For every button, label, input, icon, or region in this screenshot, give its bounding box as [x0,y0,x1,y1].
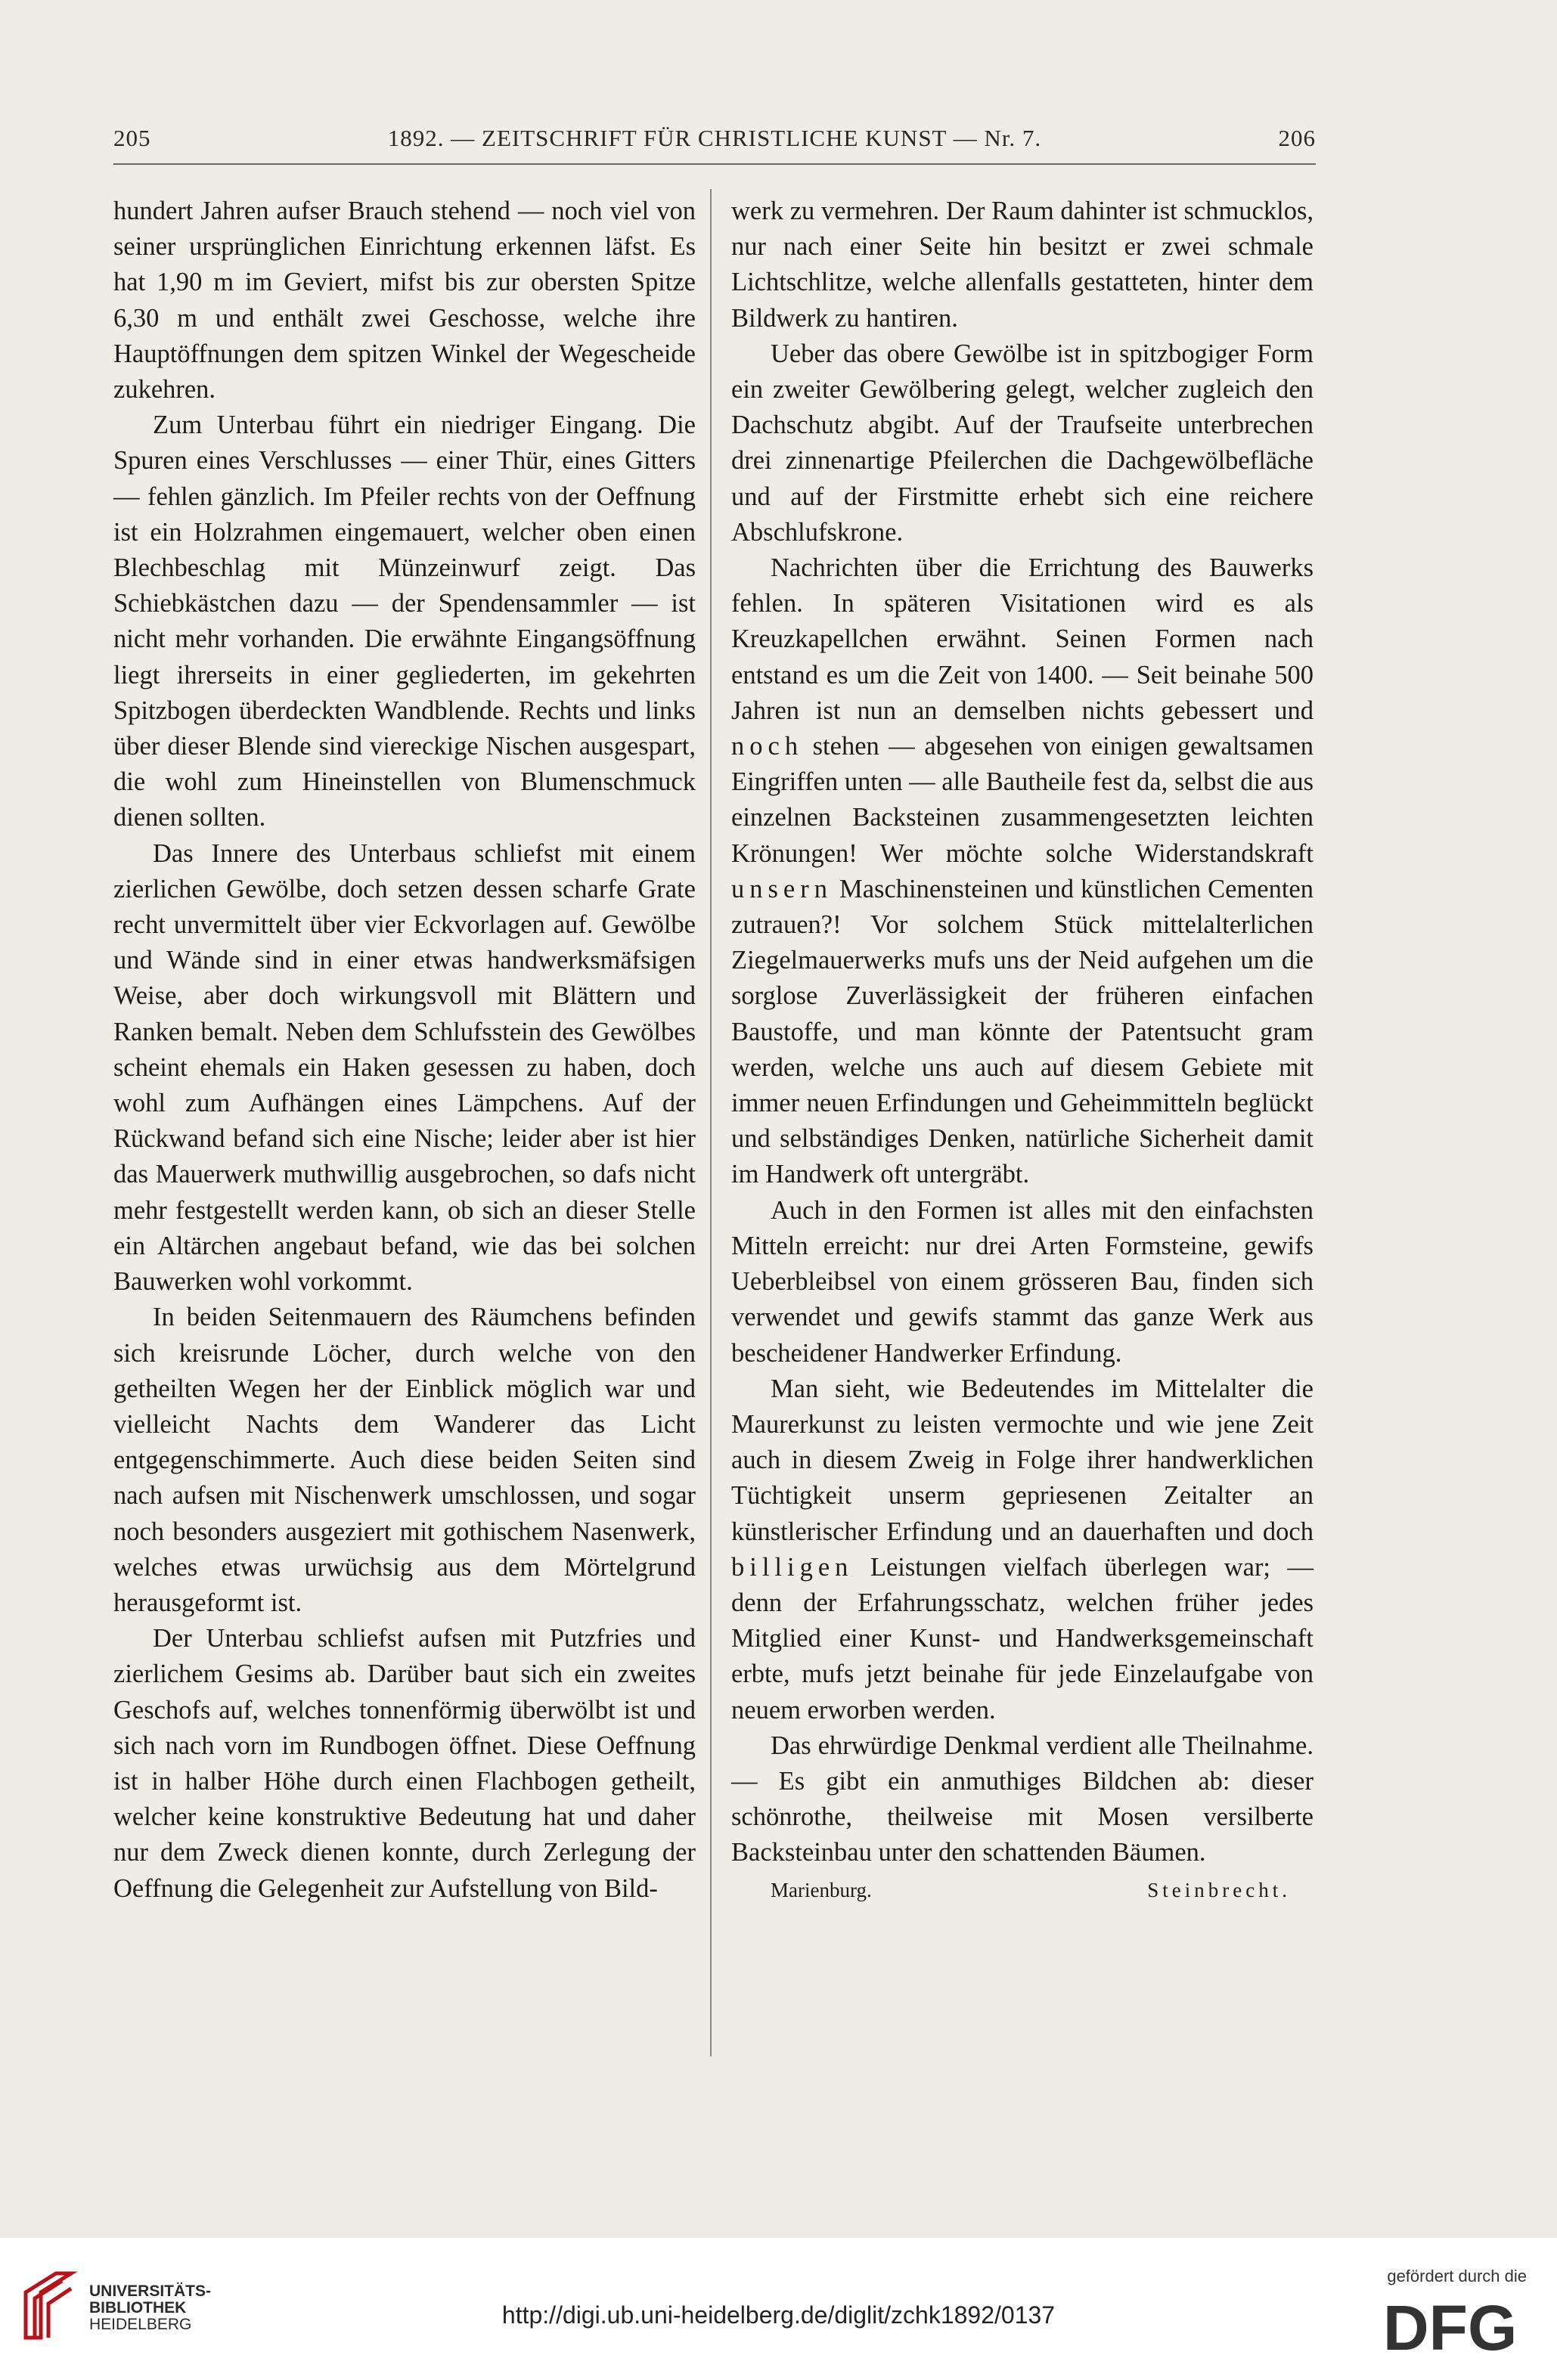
paragraph: Zum Unterbau führt ein niedriger Eingang. Die Spuren eines Verschlusses — einer Thür, eines Gitters — fehlen gänzlich. Im Pfeiler rechts von der Oeffnung ist ein Holzrahmen eingemauert, welcher oben einen Blechbeschlag mit Münzeinwurf zeigt. Das Schiebkästchen dazu — der Spendensammler — ist nicht mehr vorhanden. Die erwähnte Eingangsöffnung liegt ihrerseits in einer gegliederten, im gekehrten Spitzbogen überdeckten Wandblende. Rechts und links über dieser Blende sind viereckige Nischen ausgespart, die wohl zum Hineinstellen von Blumenschmuck dienen sollten. [113,411,696,832]
library-name-line: HEIDELBERG [89,2316,192,2333]
signature-author: Steinbrecht. [1147,1878,1291,1901]
text-run: Maschinensteinen und künstlichen Cementen zutrauen?! Vor solchem Stück mittelalterlichen Ziegelmauerwerks mufs uns der Neid aufgehen um die sorglose Zuverlässigkeit der früheren einfachen Baustoffe, und man könnte der Patentsucht gram werden, welche uns auch auf diesem Gebiete mit immer neuen Erfindungen und Geheimmitteln beglückt und selbständiges Denken, natürliche Sicherheit damit im Handwerk oft untergräbt. [731,874,1314,1189]
library-name-line: UNIVERSITÄTS- [89,2282,212,2300]
page-number-left: 205 [113,125,151,151]
paragraph [731,550,1314,1193]
signature-place: Marienburg. [771,1878,872,1901]
running-header [113,125,1316,163]
page-number-right: 206 [1278,125,1316,151]
paragraph: In beiden Seitenmauern des Räumchens befinden sich kreisrunde Löcher, durch welche von den getheilten Wegen her der Einblick möglich war und vielleicht Nachts dem Wanderer das Licht entgegenschimmerte. Auch diese beiden Seiten sind nach aufsen mit Nischenwerk umschlossen, und sogar noch besonders ausgeziert mit gothischem Nasenwerk, welches etwas urwüchsig aus dem Mörtelgrund herausgeformt ist. [113,1303,696,1617]
text-run: stehen — abgesehen von einigen gewaltsamen Eingriffen unten — alle Bautheile fest da, selbst die aus einzelnen Backsteinen zusammengesetzten leichten Krönungen! Wer möchte solche Widerstandskraft [731,732,1314,868]
paragraph: Auch in den Formen ist alles mit den einfachsten Mitteln erreicht: nur drei Arten Formsteine, gewifs Ueberbleibsel von einem grösseren Bau, finden sich verwendet und gewifs stammt das ganze Werk aus bescheidener Handwerker Erfindung. [731,1195,1314,1368]
column-divider [710,189,712,2056]
paragraph: hundert Jahren aufser Brauch stehend — noch viel von seiner ursprünglichen Einrichtung erkennen läfst. Es hat 1,90 m im Geviert, mifst bis zur obersten Spitze 6,30 m und enthält zwei Geschosse, welche ihre Hauptöffnungen dem spitzen Winkel der Wegescheide zukehren. [113,197,696,404]
text-run: Nachrichten über die Errichtung des Bauwerks fehlen. In späteren Visitationen wird es als Kreuzkapellchen erwähnt. Seinen Formen nach entstand es um die Zeit von 1400. — Seit beinahe 500 Jahren ist nun an demselben nichts gebessert und [731,553,1314,725]
right-column [731,194,1314,1908]
paragraph: Ueber das obere Gewölbe ist in spitzbogiger Form ein zweiter Gewölbering gelegt, welcher zugleich den Dachschutz abgibt. Auf der Traufseite unterbrechen drei zinnenartige Pfeilerchen die Dachgewölbefläche und auf der Firstmitte erhebt sich eine reichere Abschlufskrone. [731,339,1314,547]
dfg-logo-text: DFG [1383,2297,1518,2357]
text-run: Man sieht, wie Bedeutendes im Mittelalter die Maurerkunst zu leisten vermochte und wie jene Zeit auch in diesem Zweig in Folge ihrer handwerklichen Tüchtigkeit unserm gepriesenen Zeitalter an künstlerischer Erfindung und an dauerhaften und doch [731,1374,1314,1546]
paragraph: werk zu vermehren. Der Raum dahinter ist schmucklos, nur nach einer Seite hin besitzt er zwei schmale Lichtschlitze, welche allenfalls gestatteten, hinter dem Bildwerk zu hantiren. [731,197,1314,333]
header-rule [113,163,1316,165]
source-url-link[interactable]: http://digi.ub.uni-heidelberg.de/diglit/zchk1892/0137 [501,2301,1056,2329]
spaced-emphasis: billigen [731,1552,854,1582]
left-column [113,194,696,1907]
spaced-emphasis: noch [731,732,804,761]
text-run: Leistungen vielfach überlegen war; — denn der Erfahrungsschatz, welchen früher jedes Mitglied einer Kunst- und Handwerksgemeinschaft erbte, mufs jetzt beinahe für jede Einzelaufgabe von neuem erworben werden. [731,1552,1314,1725]
funding-note: gefördert durch die [1387,2267,1527,2285]
dfg-logo-icon [1383,2297,1527,2357]
spaced-emphasis: unsern [731,874,833,903]
paragraph: Das Innere des Unterbaus schliefst mit einem zierlichen Gewölbe, doch setzen dessen scharfe Grate recht unvermittelt über vier Eckvorlagen auf. Gewölbe und Wände sind in einer etwas handwerksmäfsigen Weise, aber doch wirkungsvoll mit Blättern und Ranken bemalt. Neben dem Schlufsstein des Gewölbes scheint ehemals ein Haken gesessen zu haben, doch wohl zum Aufhängen eines Lämpchens. Auf der Rückwand befand sich eine Nische; leider aber ist hier das Mauerwerk muthwillig ausgebrochen, so dafs nicht mehr festgestellt werden kann, ob sich an dieser Stelle ein Altärchen angebaut befand, wie das bei solchen Bauwerken wohl vorkommt. [113,838,696,1297]
digitization-footer [0,2238,1557,2380]
library-name-line: BIBLIOTHEK [89,2299,187,2316]
paragraph: Der Unterbau schliefst aufsen mit Putzfries und zierlichem Gesims ab. Darüber baut sich ein zweites Geschofs auf, welches tonnenförmig überwölbt ist und sich nach vorn im Rundbogen öffnet. Diese Oeffnung ist in halber Höhe durch einen Flachbogen getheilt, welcher keine konstruktive Bedeutung hat und daher nur dem Zweck dienen konnte, durch Zerlegung der Oeffnung die Gelegenheit zur Aufstellung von Bild- [113,1624,696,1903]
signature-line [731,1873,1314,1908]
journal-title: 1892. — ZEITSCHRIFT FÜR CHRISTLICHE KUNST — Nr. 7. [387,125,1042,151]
paragraph [731,1371,1314,1728]
paragraph: Das ehrwürdige Denkmal verdient alle Theilnahme. — Es gibt ein anmuthiges Bildchen ab: dieser schönrothe, theilweise mit Mosen versilberte Backsteinbau unter den schattenden Bäumen. [731,1731,1314,1867]
